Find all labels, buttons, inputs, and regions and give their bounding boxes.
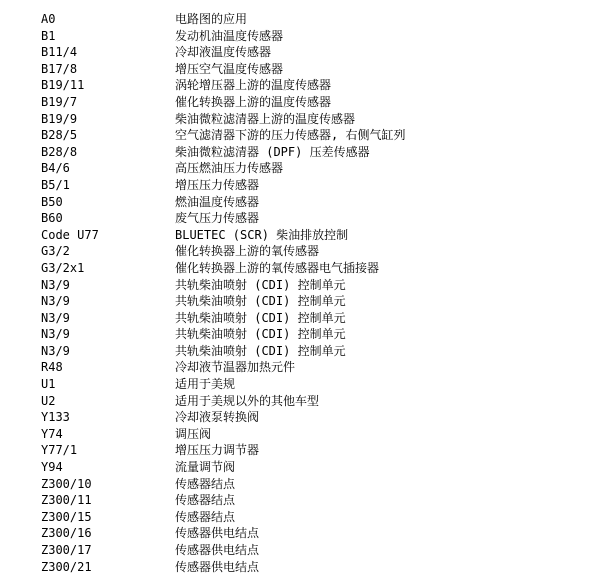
component-description: 适用于美规 [175,377,236,392]
component-code: Z300/16 [41,526,92,541]
component-code: Y94 [41,460,63,475]
component-code: Z300/21 [41,559,92,574]
component-code: B50 [41,194,63,209]
legend-row [0,559,601,575]
legend-row [0,210,601,227]
component-code: Y74 [41,426,63,441]
component-code: Z300/11 [41,493,92,508]
legend-row [0,525,601,542]
legend-row [0,127,601,144]
component-code: B60 [41,211,63,226]
legend-row [0,94,601,111]
legend-row [0,476,601,493]
component-code: B28/5 [41,128,78,143]
component-description: 废气压力传感器 [175,211,260,226]
component-code: U1 [41,377,56,392]
component-description: 高压燃油压力传感器 [175,161,284,176]
component-description: 共轨柴油喷射 (CDI) 控制单元 [175,277,346,292]
legend-row [0,177,601,194]
component-code: B17/8 [41,61,78,76]
component-description: 增压压力传感器 [175,177,260,192]
component-description: 传感器结点 [175,509,236,524]
component-description: 共轨柴油喷射 (CDI) 控制单元 [175,327,346,342]
legend-row [0,243,601,260]
component-description: 燃油温度传感器 [175,194,260,209]
legend-row [0,359,601,376]
component-description: 空气滤清器下游的压力传感器, 右侧气缸列 [175,128,406,143]
component-code: Y133 [41,410,70,425]
component-description: 传感器结点 [175,493,236,508]
legend-row [0,11,601,28]
component-description: 增压压力调节器 [175,443,260,458]
legend-row [0,393,601,410]
legend-row [0,442,601,459]
component-code: N3/9 [41,343,70,358]
legend-row [0,310,601,327]
component-code: N3/9 [41,327,70,342]
legend-row [0,260,601,277]
component-description: 共轨柴油喷射 (CDI) 控制单元 [175,310,346,325]
component-description: 传感器供电结点 [175,526,260,541]
component-description: 催化转换器上游的温度传感器 [175,94,332,109]
component-code: A0 [41,12,56,26]
component-code: Code U77 [41,227,99,242]
component-code: B19/11 [41,78,85,93]
component-legend [0,11,601,575]
component-description: 电路图的应用 [175,12,248,26]
component-code: B11/4 [41,45,78,60]
legend-row [0,227,601,244]
component-description: 冷却液泵转换阀 [175,410,260,425]
component-description: 传感器供电结点 [175,543,260,557]
legend-row [0,28,601,45]
component-description: 催化转换器上游的氧传感器电气插接器 [175,260,380,275]
legend-row [0,160,601,177]
component-description: 传感器供电结点 [175,559,260,574]
component-code: B19/9 [41,111,78,126]
component-description: BLUETEC (SCR) 柴油排放控制 [175,227,349,242]
component-description: 柴油微粒滤清器上游的温度传感器 [175,111,356,126]
legend-row [0,426,601,443]
legend-row [0,44,601,61]
legend-row [0,277,601,294]
component-code: U2 [41,393,56,408]
component-description: 涡轮增压器上游的温度传感器 [175,78,332,93]
legend-row [0,326,601,343]
component-description: 传感器结点 [175,476,236,491]
legend-row [0,343,601,360]
component-code: N3/9 [41,294,70,309]
component-code: Z300/15 [41,509,92,524]
component-description: 冷却液节温器加热元件 [175,360,296,375]
legend-row [0,111,601,128]
component-code: B4/6 [41,161,70,176]
component-code: B19/7 [41,94,78,109]
component-description: 冷却液温度传感器 [175,45,272,60]
component-description: 增压空气温度传感器 [175,61,284,76]
component-code: N3/9 [41,277,70,292]
legend-row [0,459,601,476]
component-description: 共轨柴油喷射 (CDI) 控制单元 [175,343,346,358]
component-code: Z300/10 [41,476,92,491]
legend-row [0,77,601,94]
component-description: 流量调节阀 [175,460,236,475]
legend-row [0,509,601,526]
component-code: B1 [41,28,56,43]
legend-row [0,293,601,310]
component-description: 发动机油温度传感器 [175,28,284,43]
component-code: Y77/1 [41,443,78,458]
component-description: 柴油微粒滤清器 (DPF) 压差传感器 [175,144,370,159]
legend-row [0,376,601,393]
component-description: 催化转换器上游的氧传感器 [175,244,320,259]
component-code: B5/1 [41,177,70,192]
legend-row [0,492,601,509]
component-code: Z300/17 [41,543,92,557]
legend-row [0,144,601,161]
legend-row [0,409,601,426]
component-code: N3/9 [41,310,70,325]
component-code: B28/8 [41,144,78,159]
component-code: G3/2x1 [41,260,85,275]
legend-row [0,542,601,559]
component-description: 调压阀 [175,426,212,441]
legend-row [0,61,601,78]
component-code: G3/2 [41,244,70,259]
component-code: R48 [41,360,63,375]
component-description: 共轨柴油喷射 (CDI) 控制单元 [175,294,346,309]
component-description: 适用于美规以外的其他车型 [175,393,320,408]
legend-row [0,194,601,211]
